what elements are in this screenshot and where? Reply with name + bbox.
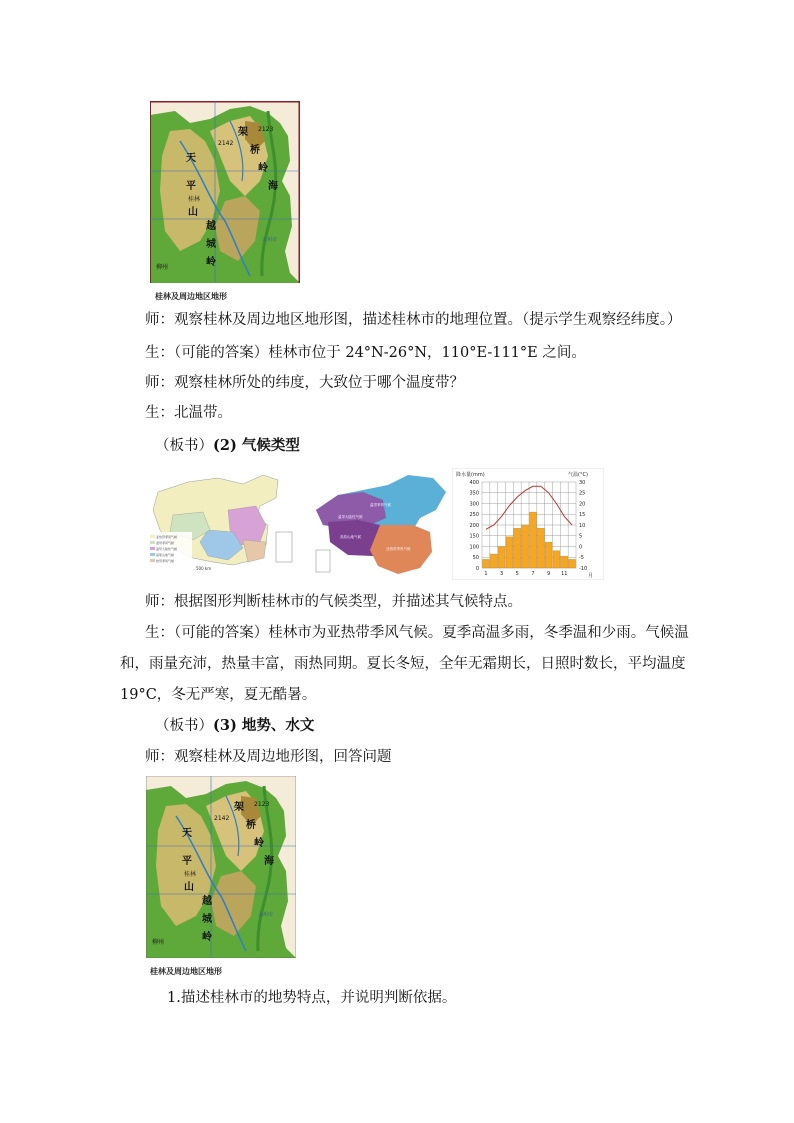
paragraph-6-line-2: 和，雨量充沛，热量丰富，雨热同期。夏长冬短，全年无霜期长，日照时数长，平均温度 xyxy=(120,656,686,672)
legend-item-3: 温带大陆性气候 xyxy=(156,547,178,551)
map1-label-jia: 架 xyxy=(238,127,248,138)
x-tick-label: 3 xyxy=(499,571,504,577)
map1-label-shan: 山 xyxy=(188,207,198,218)
china-climate-map-1 xyxy=(148,470,298,580)
x-tick-label: 9 xyxy=(546,571,551,577)
map2-label-ling: 岭 xyxy=(254,838,264,849)
map2-label-jia: 架 xyxy=(234,802,244,813)
precip-bar xyxy=(514,528,521,568)
y2-tick-label: 0 xyxy=(579,544,583,551)
y2-tick-label: 20 xyxy=(579,501,586,508)
map1-city: 桂林 xyxy=(188,196,201,203)
map2-label-3: 高原山地气候 xyxy=(340,535,361,539)
paragraph-1: 师：观察桂林及周边地区地形图，描述桂林市的地理位置。（提示学生观察经纬度。） xyxy=(145,312,682,328)
climate-chart-svg xyxy=(452,468,604,580)
y2-tick-label: -10 xyxy=(579,565,588,572)
map2-place4: 柳州 xyxy=(152,939,165,946)
heading-2-prefix: （板书） xyxy=(155,438,213,454)
precip-bar xyxy=(483,559,490,568)
map2-label-qiao: 桥 xyxy=(246,820,256,831)
y-tick-label: 50 xyxy=(472,555,479,562)
map2-label-ping: 平 xyxy=(182,856,192,867)
y-tick-label: 100 xyxy=(469,544,479,551)
precip-bar xyxy=(569,559,576,568)
map2-label-tian: 天 xyxy=(182,828,192,839)
y2-tick-label: 10 xyxy=(579,522,586,529)
y-tick-label: 300 xyxy=(469,501,479,508)
map2-label-4: 亚热带季风气候 xyxy=(386,547,411,551)
heading-2-title: (2) 气候类型 xyxy=(213,437,300,454)
heading-3-title: (3) 地势、水文 xyxy=(213,717,315,734)
terrain-map-1-graphic xyxy=(150,101,300,283)
y-tick-label: 150 xyxy=(469,533,479,540)
map2-label-1: 温带季风气候 xyxy=(370,503,391,507)
heading-3 xyxy=(155,716,314,736)
terrain-map-2 xyxy=(146,776,296,958)
y2-tick-label: 25 xyxy=(579,490,586,497)
terrain-map-1 xyxy=(150,101,300,283)
legend-item-2: 温带季风气候 xyxy=(156,541,175,545)
question-1: 1.描述桂林市的地势特点，并说明判断依据。 xyxy=(167,990,457,1006)
climate-chart xyxy=(452,468,604,580)
map2-elev2: 2123 xyxy=(254,801,270,808)
precip-bar xyxy=(553,551,560,568)
map1-elev1: 2142 xyxy=(218,140,234,147)
x-tick-label: 5 xyxy=(515,571,519,577)
map2-label-cheng: 城 xyxy=(202,914,212,925)
map2-city: 桂林 xyxy=(184,871,197,878)
map1-elev2: 2123 xyxy=(258,126,274,133)
map2-label-shan: 山 xyxy=(184,882,194,893)
paragraph-7: 师：观察桂林及周边地形图，回答问题 xyxy=(145,749,392,765)
y-tick-label: 200 xyxy=(469,522,479,529)
map1-label-hai: 海 xyxy=(268,181,278,192)
map2-label-yue: 越 xyxy=(202,896,212,907)
precip-bar xyxy=(498,547,505,569)
map2-label-2: 温带大陆性气候 xyxy=(338,515,363,519)
map1-place4: 柳州 xyxy=(156,264,169,271)
precip-bar xyxy=(537,528,544,568)
paragraph-6-line-3: 19°C，冬无严寒，夏无酷暑。 xyxy=(120,687,317,703)
heading-2 xyxy=(155,436,300,456)
map1-label-ling2: 岭 xyxy=(206,257,216,268)
precip-bar xyxy=(561,556,568,568)
map2-region: 永州市 xyxy=(258,912,274,918)
y2-tick-label: 30 xyxy=(579,479,586,486)
legend-item-1: 亚热带季风气候 xyxy=(156,535,178,539)
paragraph-6-line-1: 生：（可能的答案）桂林市为亚热带季风气候。夏季高温多雨，冬季温和少雨。气候温 xyxy=(145,625,689,641)
map1-label-yue: 越 xyxy=(206,221,216,232)
paragraph-5: 师：根据图形判断桂林市的气候类型，并描述其气候特点。 xyxy=(145,594,522,610)
map1-label-ping: 平 xyxy=(186,181,196,192)
y2-tick-label: -5 xyxy=(579,555,584,562)
precip-bar xyxy=(530,512,537,568)
legend-item-5: 热带季风气候 xyxy=(156,559,175,563)
y-tick-label: 0 xyxy=(475,565,479,572)
map1-label-cheng: 城 xyxy=(206,239,216,250)
scale-label: 500 km xyxy=(196,566,212,571)
map2-elev1: 2142 xyxy=(214,815,230,822)
map1-label-tian: 天 xyxy=(186,153,196,164)
precip-bar xyxy=(522,525,529,568)
paragraph-3: 师：观察桂林所处的纬度，大致位于哪个温度带？ xyxy=(145,375,464,391)
paragraph-2: 生：（可能的答案）桂林市位于 24°N-26°N，110°E-111°E 之间。 xyxy=(145,345,586,361)
y-tick-label: 350 xyxy=(469,490,479,497)
chart-ylabel: 降水量(mm) xyxy=(456,472,485,478)
map2-label-ling2: 岭 xyxy=(202,932,212,943)
y2-tick-label: 5 xyxy=(579,533,583,540)
china-climate-map-2 xyxy=(308,470,448,580)
y-tick-label: 400 xyxy=(469,479,479,486)
precip-bar xyxy=(490,554,497,568)
map2-label-hai: 海 xyxy=(264,856,274,867)
heading-3-prefix: （板书） xyxy=(155,718,213,734)
map1-label-qiao: 桥 xyxy=(250,145,260,156)
precip-bar xyxy=(506,537,513,568)
x-tick-label: 7 xyxy=(531,571,535,577)
legend-item-4: 高原山地气候 xyxy=(156,553,175,557)
x-tick-label: 11 xyxy=(561,571,568,577)
precip-bar xyxy=(545,542,552,568)
x-tick-label: 1 xyxy=(484,571,488,577)
map1-caption: 桂林及周边地区地形 xyxy=(155,292,227,301)
y-tick-label: 250 xyxy=(469,512,479,519)
chart-y2label: 气温(°C) xyxy=(568,472,588,478)
map1-region: 永州市 xyxy=(262,237,278,243)
y2-tick-label: 15 xyxy=(579,512,586,519)
paragraph-4: 生：北温带。 xyxy=(145,405,232,421)
map2-caption: 桂林及周边地区地形 xyxy=(150,967,222,976)
chart-xlabel: 月 xyxy=(588,573,594,579)
terrain-map-2-graphic xyxy=(146,776,296,958)
map1-label-ling: 岭 xyxy=(258,163,268,174)
